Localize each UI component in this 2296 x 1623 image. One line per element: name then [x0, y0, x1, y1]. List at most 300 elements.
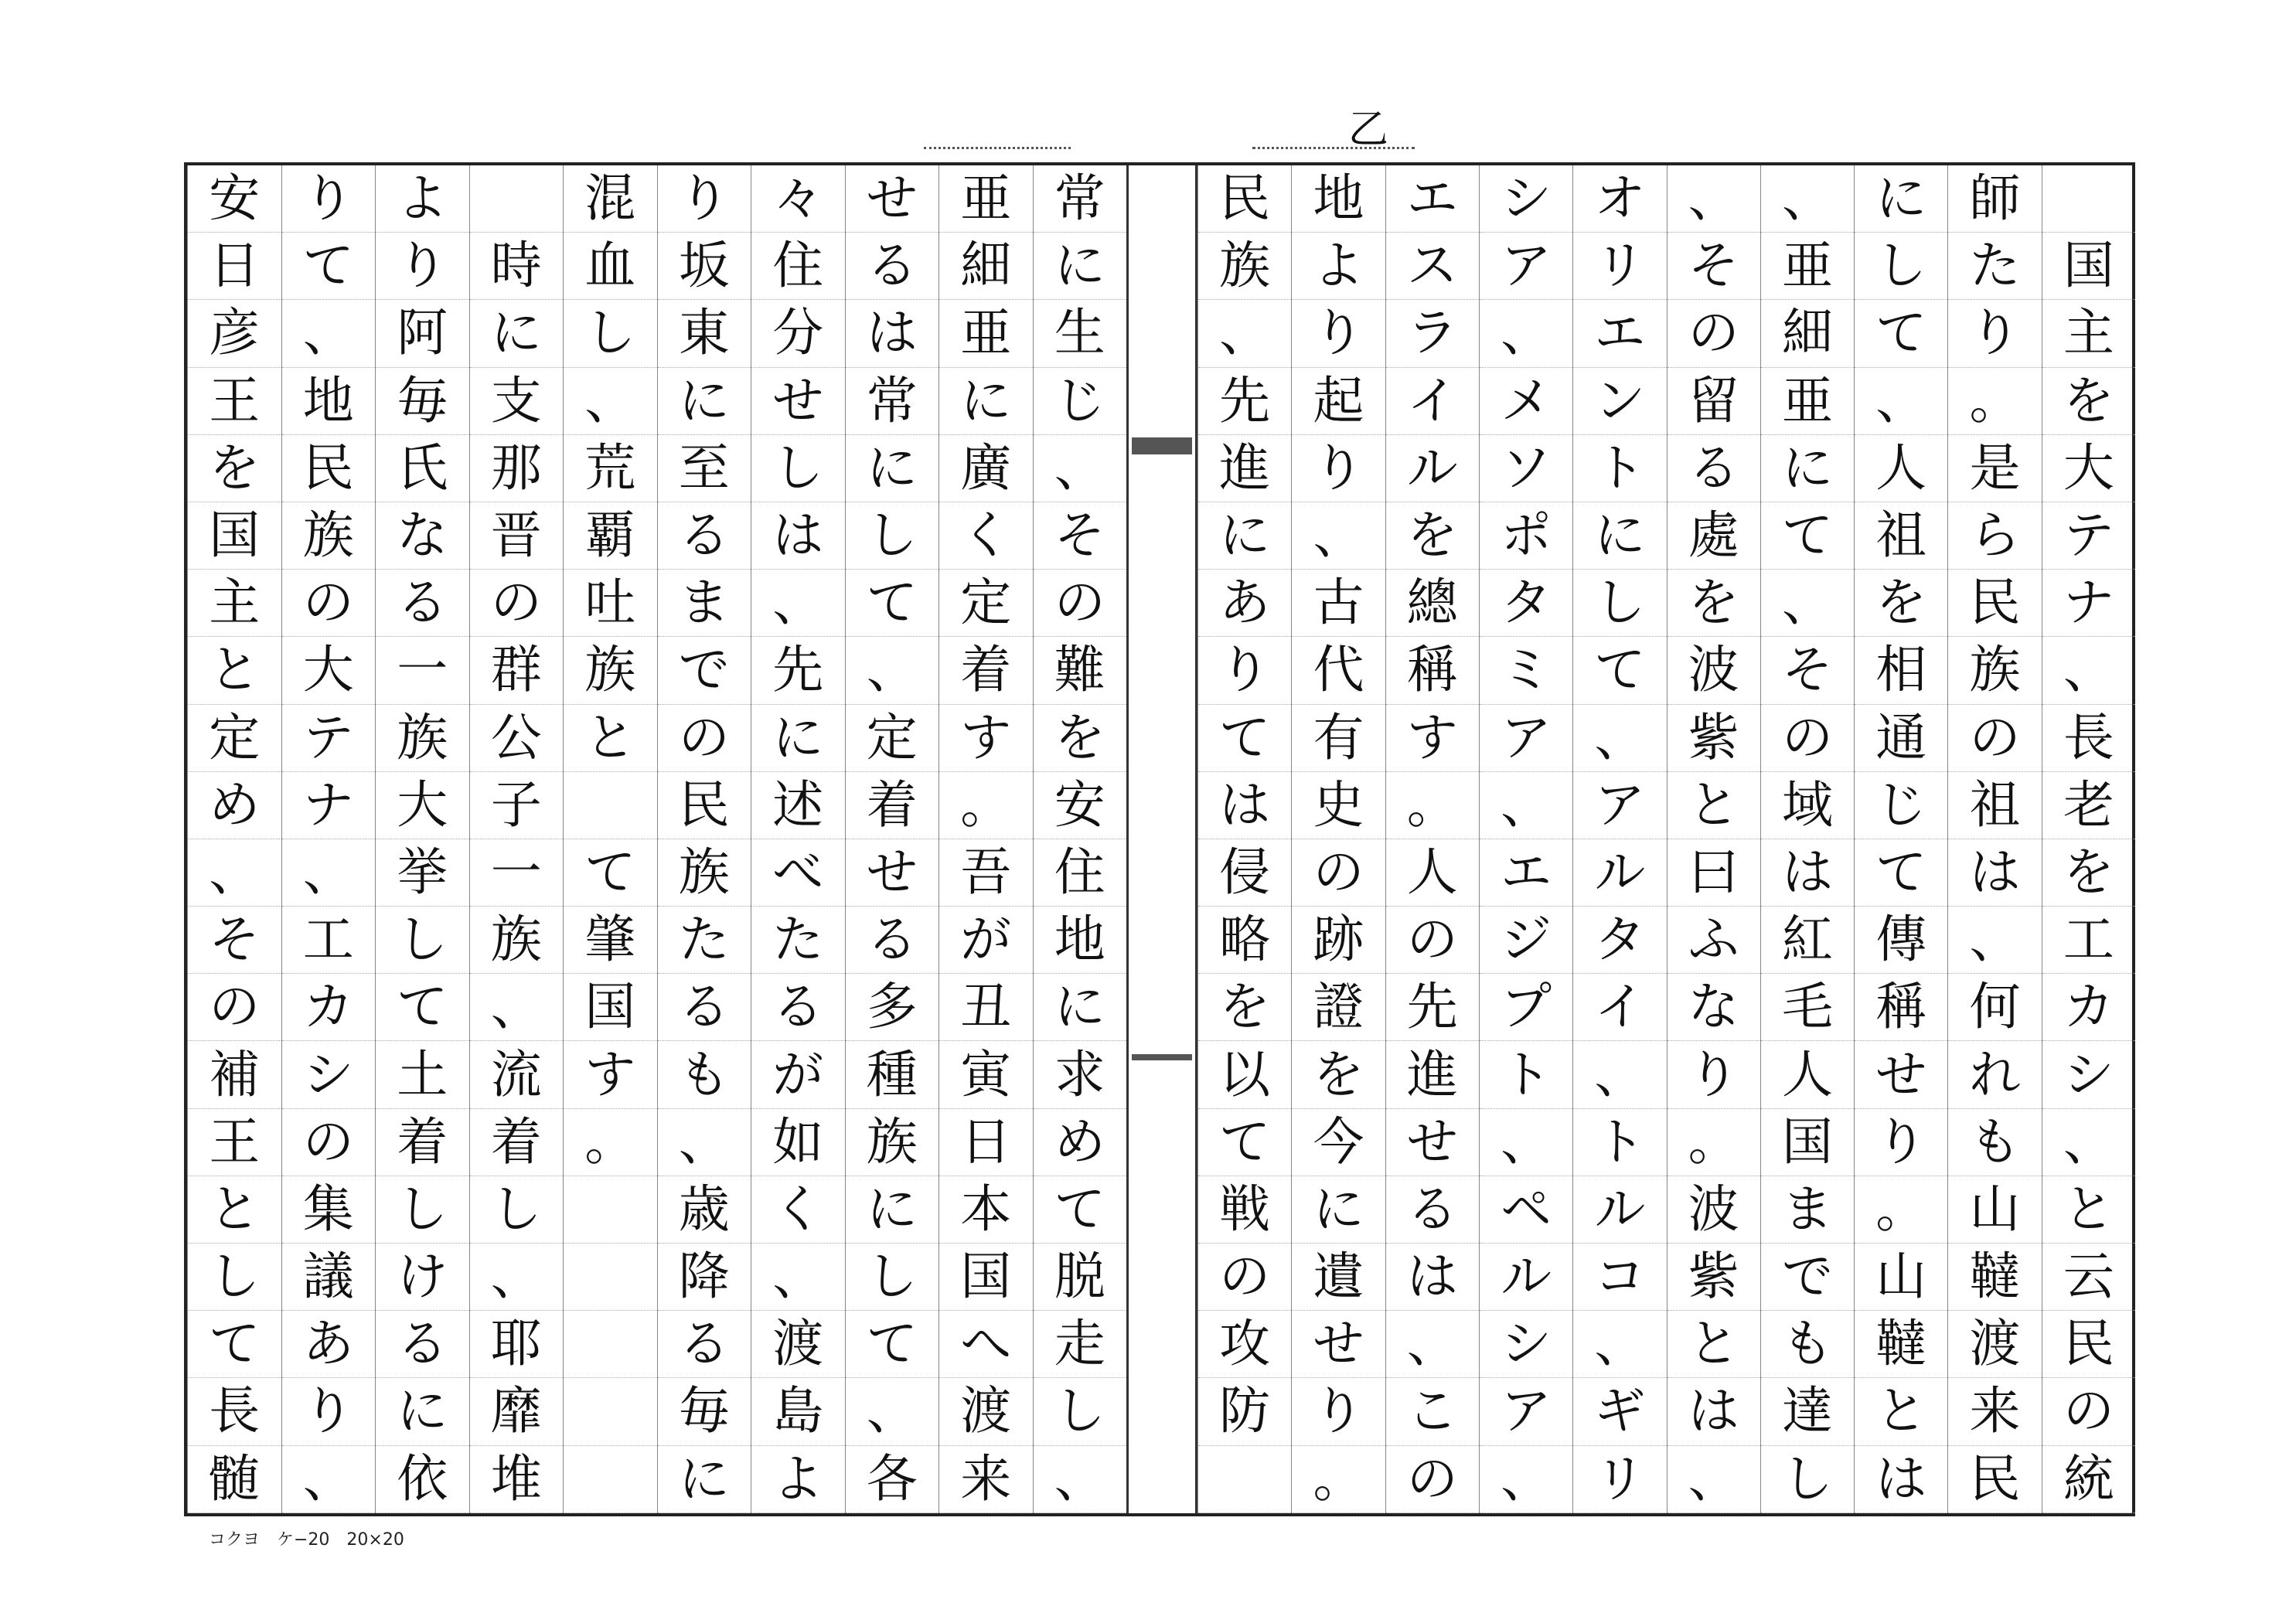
- page-number: 乙: [1347, 107, 1388, 153]
- manuscript-cell: メ: [1480, 368, 1572, 435]
- manuscript-cell: の: [470, 570, 564, 637]
- manuscript-cell: と: [188, 637, 281, 704]
- manuscript-cell: 、: [751, 570, 845, 637]
- left-column: [751, 165, 845, 1513]
- manuscript-cell: 、: [1480, 300, 1572, 367]
- manuscript-cell: 紫: [1667, 1244, 1760, 1311]
- manuscript-cell: 亜: [1761, 233, 1854, 300]
- manuscript-cell: に: [658, 1446, 751, 1513]
- manuscript-cell: が: [751, 1041, 845, 1108]
- manuscript-cell: 云: [2042, 1244, 2135, 1311]
- manuscript-cell: を: [2042, 368, 2135, 435]
- manuscript-cell: 土: [376, 1041, 469, 1108]
- manuscript-cell: て: [1034, 1176, 1127, 1244]
- manuscript-cell: [564, 1378, 657, 1445]
- manuscript-cell: 紫: [1667, 705, 1760, 772]
- manuscript-cell: 統: [2042, 1446, 2135, 1513]
- manuscript-cell: 、: [1948, 907, 2041, 974]
- manuscript-cell: 。: [1948, 368, 2041, 435]
- manuscript-cell: ア: [1480, 1378, 1572, 1445]
- manuscript-cell: 防: [1198, 1378, 1291, 1445]
- manuscript-cell: 。: [1292, 1446, 1385, 1513]
- manuscript-cell: 東: [658, 300, 751, 367]
- manuscript-cell: に: [846, 435, 939, 502]
- manuscript-cell: に: [1761, 435, 1854, 502]
- manuscript-cell: を: [188, 435, 281, 502]
- manuscript-cell: 肇: [564, 907, 657, 974]
- right-column: [1572, 165, 1666, 1513]
- manuscript-cell: 阿: [376, 300, 469, 367]
- manuscript-cell: て: [846, 1311, 939, 1378]
- manuscript-cell: 、: [751, 1244, 845, 1311]
- manuscript-cell: 族: [282, 502, 376, 570]
- manuscript-cell: 依: [376, 1446, 469, 1513]
- manuscript-cell: 族: [1948, 637, 2041, 704]
- manuscript-cell: 戦: [1198, 1176, 1291, 1244]
- manuscript-cell: 脱: [1034, 1244, 1127, 1311]
- right-column: [1385, 165, 1479, 1513]
- manuscript-cell: 、: [564, 368, 657, 435]
- manuscript-cell: プ: [1480, 974, 1572, 1041]
- manuscript-cell: の: [658, 705, 751, 772]
- manuscript-cell: 主: [2042, 300, 2135, 367]
- manuscript-cell: 亜: [939, 300, 1033, 367]
- manuscript-cell: ア: [1573, 772, 1666, 839]
- manuscript-cell: 大: [376, 772, 469, 839]
- manuscript-cell: 支: [470, 368, 564, 435]
- manuscript-cell: 民: [282, 435, 376, 502]
- manuscript-cell: 長: [2042, 705, 2135, 772]
- right-column: [1854, 165, 1947, 1513]
- right-column: [1479, 165, 1572, 1513]
- manuscript-cell: に: [470, 300, 564, 367]
- manuscript-cell: [564, 1244, 657, 1311]
- spine-mark-top: [1132, 437, 1192, 454]
- manuscript-cell: 韃: [1948, 1244, 2041, 1311]
- manuscript-cell: 先: [1386, 974, 1479, 1041]
- manuscript-cell: 古: [1292, 570, 1385, 637]
- manuscript-cell: 跡: [1292, 907, 1385, 974]
- manuscript-cell: シ: [2042, 1041, 2135, 1108]
- manuscript-cell: 今: [1292, 1109, 1385, 1176]
- manuscript-cell: 毛: [1761, 974, 1854, 1041]
- manuscript-cell: 一: [470, 839, 564, 907]
- manuscript-cell: と: [564, 705, 657, 772]
- manuscript-cell: 群: [470, 637, 564, 704]
- manuscript-cell: 坂: [658, 233, 751, 300]
- manuscript-cell: 、: [282, 1446, 376, 1513]
- manuscript-cell: 混: [564, 165, 657, 233]
- manuscript-cell: せ: [846, 165, 939, 233]
- manuscript-cell: 史: [1292, 772, 1385, 839]
- manuscript-cell: る: [658, 974, 751, 1041]
- manuscript-cell: は: [846, 300, 939, 367]
- manuscript-cell: 以: [1198, 1041, 1291, 1108]
- manuscript-cell: 血: [564, 233, 657, 300]
- manuscript-cell: ふ: [1667, 907, 1760, 974]
- manuscript-cell: 。: [1855, 1176, 1947, 1244]
- manuscript-cell: 細: [939, 233, 1033, 300]
- manuscript-cell: 丑: [939, 974, 1033, 1041]
- manuscript-cell: 稱: [1855, 974, 1947, 1041]
- manuscript-cell: 大: [282, 637, 376, 704]
- manuscript-cell: 集: [282, 1176, 376, 1244]
- manuscript-cell: 地: [1034, 907, 1127, 974]
- manuscript-cell: カ: [2042, 974, 2135, 1041]
- manuscript-cell: め: [1034, 1109, 1127, 1176]
- manuscript-cell: と: [1667, 1311, 1760, 1378]
- manuscript-cell: 靡: [470, 1378, 564, 1445]
- manuscript-cell: 補: [188, 1041, 281, 1108]
- manuscript-cell: は: [751, 502, 845, 570]
- manuscript-cell: 挙: [376, 839, 469, 907]
- manuscript-cell: イ: [1573, 974, 1666, 1041]
- manuscript-cell: 着: [376, 1109, 469, 1176]
- manuscript-cell: な: [376, 502, 469, 570]
- manuscript-cell: の: [188, 974, 281, 1041]
- manuscript-cell: 是: [1948, 435, 2041, 502]
- manuscript-cell: し: [751, 435, 845, 502]
- page-number-underline-left: [924, 147, 1071, 149]
- manuscript-cell: 安: [1034, 772, 1127, 839]
- manuscript-cell: ル: [1480, 1244, 1572, 1311]
- manuscript-cell: り: [658, 165, 751, 233]
- left-column: [187, 165, 281, 1513]
- manuscript-cell: 荒: [564, 435, 657, 502]
- manuscript-cell: 亜: [1761, 368, 1854, 435]
- manuscript-cell: の: [1198, 1244, 1291, 1311]
- manuscript-cell: 那: [470, 435, 564, 502]
- manuscript-cell: に: [1292, 1176, 1385, 1244]
- manuscript-cell: 、: [1034, 435, 1127, 502]
- manuscript-cell: オ: [1573, 165, 1666, 233]
- manuscript-cell: ポ: [1480, 502, 1572, 570]
- manuscript-cell: 人: [1761, 1041, 1854, 1108]
- manuscript-cell: 、: [1386, 1311, 1479, 1378]
- manuscript-cell: カ: [282, 974, 376, 1041]
- manuscript-cell: 定: [846, 705, 939, 772]
- manuscript-cell: 渡: [751, 1311, 845, 1378]
- manuscript-cell: を: [1667, 570, 1760, 637]
- manuscript-cell: 族: [376, 705, 469, 772]
- right-column: [1760, 165, 1854, 1513]
- manuscript-cell: 族: [658, 839, 751, 907]
- manuscript-cell: 、: [1480, 1109, 1572, 1176]
- manuscript-cell: 、: [1667, 1446, 1760, 1513]
- manuscript-cell: 遺: [1292, 1244, 1385, 1311]
- manuscript-cell: 細: [1761, 300, 1854, 367]
- manuscript-cell: 民: [1948, 1446, 2041, 1513]
- manuscript-cell: 多: [846, 974, 939, 1041]
- manuscript-cell: し: [564, 300, 657, 367]
- manuscript-cell: 着: [470, 1109, 564, 1176]
- manuscript-cell: 。: [939, 772, 1033, 839]
- manuscript-cell: 毎: [376, 368, 469, 435]
- manuscript-cell: 、: [282, 839, 376, 907]
- manuscript-cell: に: [1855, 165, 1947, 233]
- manuscript-cell: た: [658, 907, 751, 974]
- manuscript-cell: 長: [188, 1378, 281, 1445]
- manuscript-cell: 渡: [939, 1378, 1033, 1445]
- manuscript-cell: 日: [188, 233, 281, 300]
- manuscript-cell: 民: [658, 772, 751, 839]
- manuscript-cell: 難: [1034, 637, 1127, 704]
- left-half: [187, 165, 1126, 1513]
- manuscript-cell: り: [1948, 300, 2041, 367]
- manuscript-cell: ソ: [1480, 435, 1572, 502]
- manuscript-cell: て: [282, 233, 376, 300]
- manuscript-cell: 如: [751, 1109, 845, 1176]
- manuscript-cell: 本: [939, 1176, 1033, 1244]
- manuscript-cell: て: [188, 1311, 281, 1378]
- manuscript-cell: 何: [1948, 974, 2041, 1041]
- manuscript-cell: 師: [1948, 165, 2041, 233]
- manuscript-cell: リ: [1573, 1446, 1666, 1513]
- manuscript-cell: ア: [1480, 233, 1572, 300]
- manuscript-cell: そ: [1667, 233, 1760, 300]
- manuscript-cell: エ: [1386, 165, 1479, 233]
- page-number-underline-right: [1252, 147, 1415, 149]
- manuscript-cell: 各: [846, 1446, 939, 1513]
- manuscript-cell: へ: [939, 1311, 1033, 1378]
- manuscript-cell: 攻: [1198, 1311, 1291, 1378]
- manuscript-cell: 山: [1948, 1176, 2041, 1244]
- left-column: [657, 165, 751, 1513]
- manuscript-cell: 通: [1855, 705, 1947, 772]
- manuscript-cell: 子: [470, 772, 564, 839]
- manuscript-cell: と: [2042, 1176, 2135, 1244]
- manuscript-cell: 種: [846, 1041, 939, 1108]
- manuscript-cell: こ: [1386, 1378, 1479, 1445]
- manuscript-cell: 定: [188, 705, 281, 772]
- manuscript-cell: 氏: [376, 435, 469, 502]
- right-column: [2042, 165, 2135, 1513]
- manuscript-cell: し: [1034, 1378, 1127, 1445]
- manuscript-cell: 亜: [939, 165, 1033, 233]
- manuscript-cell: し: [470, 1176, 564, 1244]
- manuscript-cell: 、: [1198, 300, 1291, 367]
- manuscript-cell: ン: [1573, 368, 1666, 435]
- manuscript-cell: ナ: [2042, 570, 2135, 637]
- manuscript-cell: て: [564, 839, 657, 907]
- manuscript-cell: た: [1948, 233, 2041, 300]
- manuscript-cell: 人: [1386, 839, 1479, 907]
- manuscript-cell: 走: [1034, 1311, 1127, 1378]
- manuscript-cell: て: [1855, 300, 1947, 367]
- manuscript-cell: 稱: [1386, 637, 1479, 704]
- manuscript-cell: 紅: [1761, 907, 1854, 974]
- manuscript-cell: 、: [1761, 165, 1854, 233]
- manuscript-cell: て: [846, 570, 939, 637]
- manuscript-cell: る: [376, 1311, 469, 1378]
- manuscript-cell: 、: [1292, 502, 1385, 570]
- manuscript-cell: の: [1386, 1446, 1479, 1513]
- manuscript-cell: に: [658, 368, 751, 435]
- manuscript-cell: を: [1292, 1041, 1385, 1108]
- manuscript-cell: く: [751, 1176, 845, 1244]
- manuscript-cell: 族: [470, 907, 564, 974]
- manuscript-cell: に: [939, 368, 1033, 435]
- manuscript-cell: 大: [2042, 435, 2135, 502]
- manuscript-cell: エ: [1480, 839, 1572, 907]
- manuscript-cell: り: [1292, 1378, 1385, 1445]
- manuscript-cell: 地: [282, 368, 376, 435]
- manuscript-cell: て: [1573, 637, 1666, 704]
- manuscript-cell: ペ: [1480, 1176, 1572, 1244]
- manuscript-cell: れ: [1948, 1041, 2041, 1108]
- manuscript-cell: ま: [658, 570, 751, 637]
- manuscript-cell: す: [1386, 705, 1479, 772]
- right-column: [1947, 165, 2041, 1513]
- manuscript-cell: 流: [470, 1041, 564, 1108]
- manuscript-cell: 生: [1034, 300, 1127, 367]
- manuscript-cell: の: [282, 1109, 376, 1176]
- manuscript-cell: を: [1386, 502, 1479, 570]
- manuscript-cell: し: [376, 907, 469, 974]
- manuscript-cell: 人: [1855, 435, 1947, 502]
- manuscript-cell: て: [1198, 705, 1291, 772]
- manuscript-cell: 代: [1292, 637, 1385, 704]
- manuscript-cell: タ: [1573, 907, 1666, 974]
- manuscript-cell: じ: [1855, 772, 1947, 839]
- manuscript-cell: 降: [658, 1244, 751, 1311]
- manuscript-cell: そ: [1034, 502, 1127, 570]
- manuscript-cell: 吐: [564, 570, 657, 637]
- manuscript-cell: て: [1855, 839, 1947, 907]
- manuscript-cell: 吾: [939, 839, 1033, 907]
- manuscript-cell: 時: [470, 233, 564, 300]
- manuscript-cell: る: [846, 233, 939, 300]
- manuscript-cell: [1198, 1446, 1291, 1513]
- manuscript-cell: 進: [1386, 1041, 1479, 1108]
- manuscript-cell: に: [1198, 502, 1291, 570]
- manuscript-cell: 住: [1034, 839, 1127, 907]
- manuscript-cell: し: [1761, 1446, 1854, 1513]
- manuscript-cell: 、: [1855, 368, 1947, 435]
- manuscript-cell: 域: [1761, 772, 1854, 839]
- manuscript-cell: よ: [1292, 233, 1385, 300]
- manuscript-cell: テ: [282, 705, 376, 772]
- manuscript-cell: [564, 772, 657, 839]
- right-column: [1291, 165, 1385, 1513]
- manuscript-cell: 安: [188, 165, 281, 233]
- manuscript-cell: リ: [1573, 233, 1666, 300]
- manuscript-cell: 。: [564, 1109, 657, 1176]
- manuscript-cell: 主: [188, 570, 281, 637]
- manuscript-cell: 祖: [1855, 502, 1947, 570]
- manuscript-cell: あ: [282, 1311, 376, 1378]
- manuscript-cell: 常: [1034, 165, 1127, 233]
- manuscript-cell: 一: [376, 637, 469, 704]
- manuscript-cell: る: [658, 1311, 751, 1378]
- manuscript-cell: シ: [1480, 1311, 1572, 1378]
- manuscript-cell: 分: [751, 300, 845, 367]
- manuscript-cell: の: [2042, 1378, 2135, 1445]
- manuscript-cell: タ: [1480, 570, 1572, 637]
- manuscript-cell: そ: [1761, 637, 1854, 704]
- manuscript-cell: 、: [1573, 705, 1666, 772]
- manuscript-cell: 彦: [188, 300, 281, 367]
- manuscript-cell: 留: [1667, 368, 1760, 435]
- manuscript-cell: に: [846, 1176, 939, 1244]
- left-column: [938, 165, 1033, 1513]
- manuscript-cell: べ: [751, 839, 845, 907]
- manuscript-cell: り: [1855, 1109, 1947, 1176]
- manuscript-cell: 、: [846, 1378, 939, 1445]
- manuscript-cell: も: [658, 1041, 751, 1108]
- manuscript-cell: す: [564, 1041, 657, 1108]
- left-column: [281, 165, 376, 1513]
- manuscript-cell: る: [751, 974, 845, 1041]
- manuscript-cell: ル: [1386, 435, 1479, 502]
- manuscript-cell: は: [1386, 1244, 1479, 1311]
- manuscript-cell: 工: [2042, 907, 2135, 974]
- manuscript-cell: ジ: [1480, 907, 1572, 974]
- manuscript-cell: 髄: [188, 1446, 281, 1513]
- manuscript-cell: 国: [188, 502, 281, 570]
- manuscript-cell: 晋: [470, 502, 564, 570]
- manuscript-cell: に: [1573, 502, 1666, 570]
- manuscript-cell: 定: [939, 570, 1033, 637]
- manuscript-cell: た: [751, 907, 845, 974]
- manuscript-cell: 国: [2042, 233, 2135, 300]
- manuscript-cell: 、: [282, 300, 376, 367]
- manuscript-cell: [564, 1446, 657, 1513]
- manuscript-cell: め: [188, 772, 281, 839]
- manuscript-cell: 總: [1386, 570, 1479, 637]
- manuscript-cell: て: [1198, 1109, 1291, 1176]
- left-column: [1033, 165, 1127, 1513]
- manuscript-cell: で: [1761, 1244, 1854, 1311]
- manuscript-cell: り: [1292, 435, 1385, 502]
- manuscript-cell: せ: [846, 839, 939, 907]
- manuscript-cell: 、: [1480, 772, 1572, 839]
- manuscript-cell: け: [376, 1244, 469, 1311]
- manuscript-cell: と: [188, 1176, 281, 1244]
- manuscript-cell: 議: [282, 1244, 376, 1311]
- manuscript-cell: の: [1386, 907, 1479, 974]
- manuscript-cell: シ: [282, 1041, 376, 1108]
- manuscript-cell: 、: [188, 839, 281, 907]
- manuscript-cell: の: [1761, 705, 1854, 772]
- manuscript-cell: は: [1761, 839, 1854, 907]
- manuscript-cell: 国: [1761, 1109, 1854, 1176]
- manuscript-cell: し: [376, 1176, 469, 1244]
- manuscript-cell: 處: [1667, 502, 1760, 570]
- center-spine: [1126, 165, 1197, 1513]
- manuscript-cell: し: [1573, 570, 1666, 637]
- manuscript-cell: し: [1855, 233, 1947, 300]
- manuscript-cell: な: [1667, 974, 1760, 1041]
- manuscript-cell: 、: [470, 974, 564, 1041]
- manuscript-cell: 、: [1667, 165, 1760, 233]
- manuscript-cell: 日: [939, 1109, 1033, 1176]
- manuscript-cell: る: [1667, 435, 1760, 502]
- manuscript-cell: 常: [846, 368, 939, 435]
- manuscript-cell: 国: [564, 974, 657, 1041]
- manuscript-cell: を: [1034, 705, 1127, 772]
- manuscript-cell: ら: [1948, 502, 2041, 570]
- manuscript-cell: り: [1292, 300, 1385, 367]
- manuscript-cell: ア: [1480, 705, 1572, 772]
- left-column: [469, 165, 564, 1513]
- manuscript-cell: は: [1198, 772, 1291, 839]
- manuscript-cell: に: [751, 705, 845, 772]
- left-column: [845, 165, 939, 1513]
- manuscript-cell: [564, 1311, 657, 1378]
- manuscript-cell: ル: [1573, 1176, 1666, 1244]
- manuscript-cell: し: [846, 1244, 939, 1311]
